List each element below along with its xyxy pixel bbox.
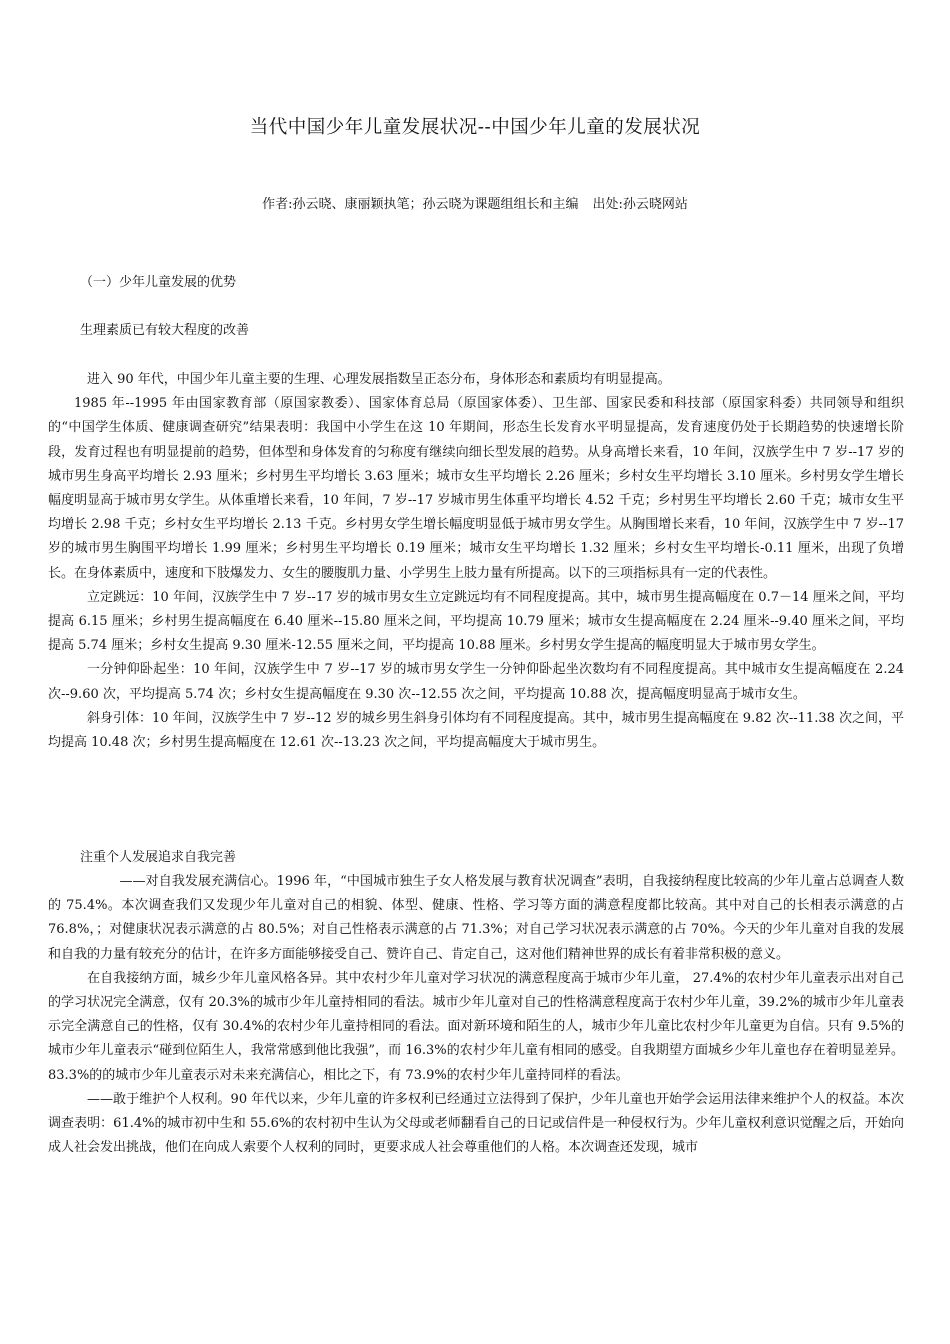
section1-body (48, 368, 904, 755)
paragraph: 在自我接纳方面，城乡少年儿童风格各异。其中农村少年儿童对学习状况的满意程度高于城市少年儿童， 27.4%的农村少年儿童表示出对自己的学习状况完全满意，仅有 20.3%的城市少年儿童持相同的看法。城市少年儿童对自己的性格满意程度高于农村少年儿童，39.2%的城市少年儿童表示完全满意自己的性格，仅有 30.4%的农村少年儿童持相同的看法。面对新环境和陌生的人，城市少年儿童比农村少年儿童更为自信。只有 9.5%的城市少年儿童表示“碰到位陌生人，我常常感到他比我强”，而 16.3%的农村少年儿童有相同的感受。自我期望方面城乡少年儿童也存在着明显差异。 83.3%的的城市少年儿童表示对未来充满信心，相比之下，有 73.9%的农村少年儿童持同样的看法。 (48, 970, 904, 1083)
paragraph: 一分钟仰卧起坐：10 年间，汉族学生中 7 岁--17 岁的城市男女学生一分钟仰卧起坐次数均有不同程度提高。其中城市女生提高幅度在 2.24 次--9.60 次，平均提高 5.74 次；乡村女生提高幅度在 9.30 次--12.55 次之间，平均提高 10.88 次，提高幅度明显高于城市女生。 (48, 662, 904, 702)
paragraph: 斜身引体：10 年间，汉族学生中 7 岁--12 岁的城乡男生斜身引体均有不同程度提高。其中，城市男生提高幅度在 9.82 次--11.38 次之间，平均提高 10.48 次；乡村男生提高幅度在 12.61 次--13.23 次之间，平均提高幅度大于城市男生。 (48, 710, 905, 751)
document-title: 当代中国少年儿童发展状况--中国少年儿童的发展状况 (249, 117, 701, 138)
paragraph: 1985 年--1995 年由国家教育部（原国家教委）、国家体育总局（原国家体委）、卫生部、国家民委和科技部（原国家科委）共同领导和组织的“中国学生体质、健康调查研究”结果表明：我国中小学生在这 10 年期间，形态生长发育水平明显提高，发育速度仍处于长期趋势的快速增长阶段，发育过程也有明显提前的趋势，但体型和身体发育的匀称度有继续向细长型发展的趋势。从身高增长来看，10 年间，汉族学生中 7 岁--17 岁的城市男生身高平均增长 2.93 厘米；乡村男生平均增长 3.63 厘米；城市女生平均增长 2.26 厘米；乡村女生平均增长 3.10 厘米。乡村男女学生增长幅度明显高于城市男女学生。从体重增长来看，10 年间，7 岁--17 岁城市男生体重平均增长 4.52 千克；乡村男生平均增长 2.60 千克；城市女生平均增长 2.98 千克；乡村女生平均增长 2.13 千克。乡村男女学生增长幅度明显低于城市男女学生。从胸围增长来看，10 年间，汉族学生中 7 岁--17 岁的城市男生胸围平均增长 1.99 厘米；乡村男生平均增长 0.19 厘米；城市女生平均增长 1.32 厘米；乡村女生平均增长-0.11 厘米，出现了负增长。在身体素质中，速度和下肢爆发力、女生的腰腹肌力量、小学男生上肢力量有所提高。以下的三项指标具有一定的代表性。 (48, 396, 904, 581)
subsection-heading-physical: 生理素质已有较大程度的改善 (80, 323, 250, 338)
byline-source: 出处:孙云晓网站 (592, 197, 688, 212)
subsection-heading-self: 注重个人发展追求自我完善 (80, 850, 237, 865)
section2-body (48, 870, 904, 1160)
paragraph: 进入 90 年代，中国少年儿童主要的生理、心理发展指数呈正态分布，身体形态和素质均有明显提高。 (87, 372, 671, 387)
paragraph: ——敢于维护个人权利。90 年代以来，少年儿童的许多权利已经通过立法得到了保护，少年儿童也开始学会运用法律来维护个人的权益。本次调查表明：61.4%的城市初中生和 55.6%的农村初中生认为父母或老师翻看自己的日记或信件是一种侵权行为。少年儿童权利意识觉醒之后，开始向成人社会发出挑战，他们在向成人索要个人权利的同时，更要求成人社会尊重他们的人格。本次调查还发现，城市 (48, 1091, 904, 1156)
document-byline (0, 193, 950, 212)
paragraph: 立定跳远：10 年间，汉族学生中 7 岁--17 岁的城市男女生立定跳远均有不同程度提高。其中，城市男生提高幅度在 0.7－14 厘米之间，平均提高 6.15 厘米；乡村男生提高幅度在 6.40 厘米--15.80 厘米之间，平均提高 10.79 厘米；城市女生提高幅度在 2.24 厘米--9.40 厘米之间，平均提高 5.74 厘米；乡村女生提高 9.30 厘米-12.55 厘米之间，平均提高 10.88 厘米。乡村男女学生提高的幅度明显大于城市男女学生。 (48, 589, 904, 654)
section-heading: （一）少年儿童发展的优势 (80, 275, 237, 290)
byline-author: 作者:孙云晓、康丽颖执笔；孙云晓为课题组组长和主编 (262, 197, 579, 212)
paragraph: ——对自我发展充满信心。1996 年，“中国城市独生子女人格发展与教育状况调查”表明，自我接纳程度比较高的少年儿童占总调查人数的 75.4%。本次调查我们又发现少年儿童对自己的相貌、体型、健康、性格、学习等方面的满意程度都比较高。其中对自己的长相表示满意的占 76.8%，；对健康状况表示满意的占 80.5%；对自己性格表示满意的占 71.3%；对自己学习状况表示满意的占 70%。今天的少年儿童对自我的发展和自我的力量有较充分的估计，在许多方面能够接受自己、赞许自己、肯定自己，这对他们精神世界的成长有着非常积极的意义。 (48, 874, 904, 962)
